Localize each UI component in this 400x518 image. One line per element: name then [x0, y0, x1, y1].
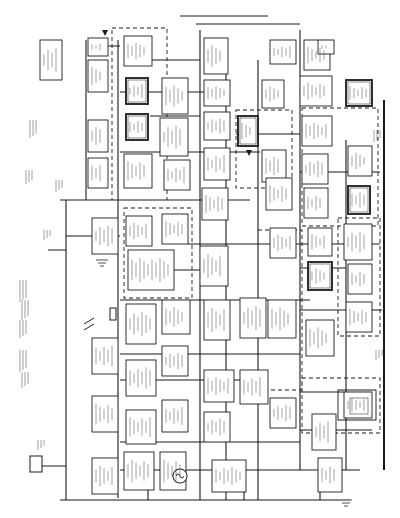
ground-triangle-icon	[246, 150, 252, 156]
connector-icon	[30, 456, 42, 472]
block-11	[126, 78, 148, 104]
ground-icon	[340, 500, 352, 506]
block-1	[40, 40, 62, 80]
block-38	[238, 116, 258, 146]
blocks	[40, 36, 372, 494]
block-15	[128, 250, 174, 290]
arrow-icon	[84, 318, 94, 330]
ground-icon-2	[96, 260, 108, 266]
block-35	[204, 370, 234, 402]
block-5	[88, 158, 108, 188]
block-4	[88, 120, 108, 152]
antenna-triangle-icon	[102, 30, 108, 36]
block-19	[124, 452, 154, 490]
block-18	[126, 410, 156, 444]
block-3	[88, 60, 108, 92]
block-60	[348, 186, 370, 214]
block-50	[302, 116, 332, 146]
block-37	[212, 460, 246, 492]
block-17	[126, 360, 156, 396]
block-2	[88, 38, 108, 56]
block-16	[126, 304, 156, 344]
block-39	[262, 80, 284, 108]
switch-icon	[110, 308, 116, 320]
block-12	[126, 114, 148, 140]
